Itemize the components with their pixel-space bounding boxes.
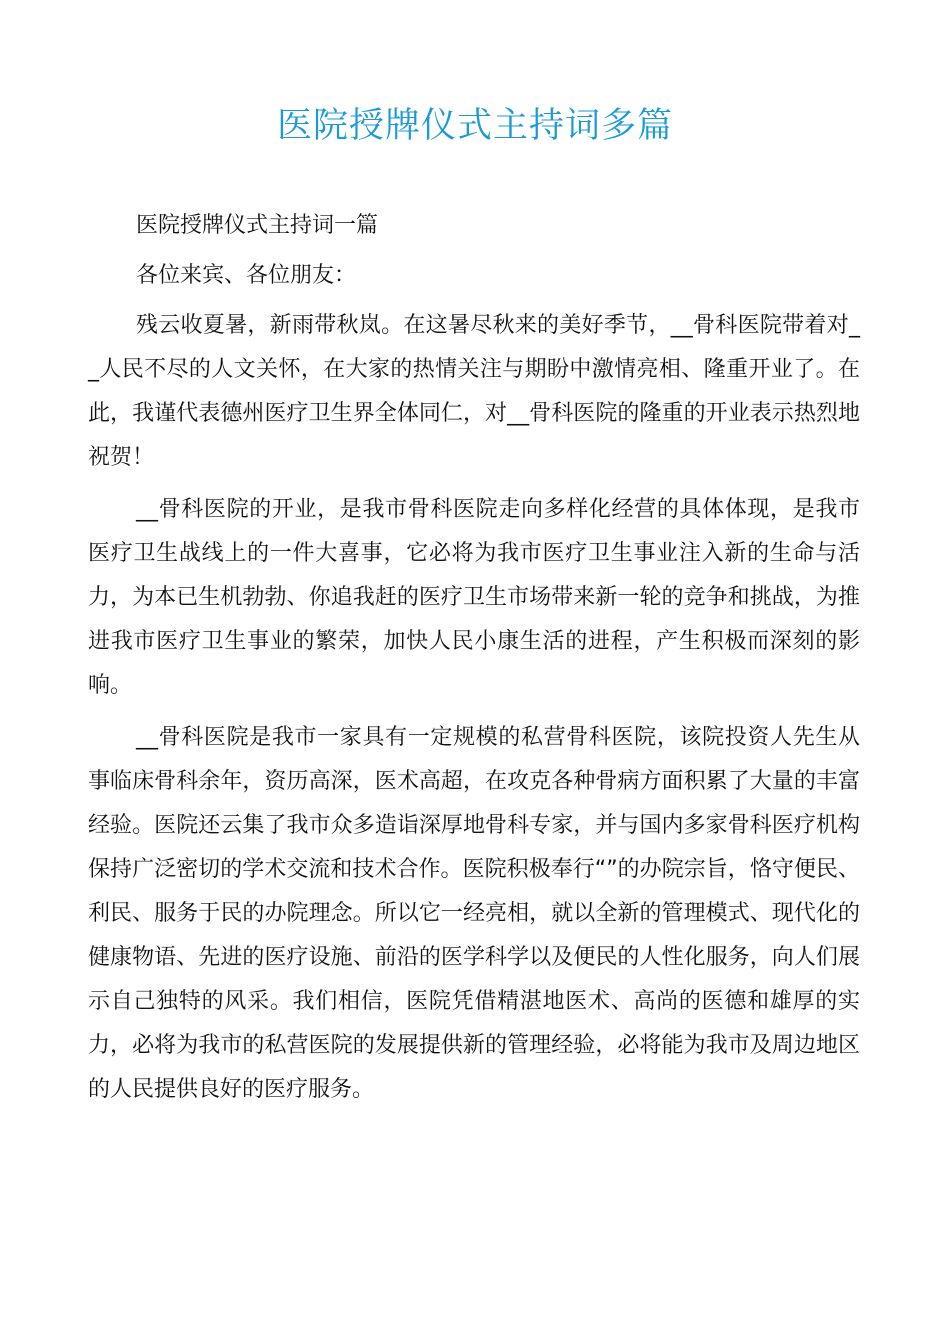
body-paragraph: 残云收夏暑，新雨带秋岚。在这暑尽秋来的美好季节，__骨科医院带着对__人民不尽的人文关怀，在大家的热情关注与期盼中激情亮相、隆重开业了。在此，我谨代表德州医疗卫生界全体同仁，对__骨科医院的隆重的开业表示热烈地祝贺！ — [88, 313, 860, 470]
document-title: 医院授牌仪式主持词多篇 — [276, 106, 673, 146]
body-paragraph: __骨科医院是我市一家具有一定规模的私营骨科医院，该院投资人先生从事临床骨科余年，资历高深，医术高超，在攻克各种骨病方面积累了大量的丰富经验。医院还云集了我市众多造诣深厚地骨科专家，并与国内多家骨科医疗机构保持广泛密切的学术交流和技术合作。医院积极奉行“”的办院宗旨，恪守便民、利民、服务于民的办院理念。所以它一经亮相，就以全新的管理模式、现代化的健康物语、先进的医疗设施、前沿的医学科学以及便民的人性化服务，向人们展示自己独特的风采。我们相信，医院凭借精湛地医术、高尚的医德和雄厚的实力，必将为我市的私营医院的发展提供新的管理经验，必将能为我市及周边地区的人民提供良好的医疗服务。 — [88, 725, 860, 1102]
section-heading: 医院授牌仪式主持词一篇 — [136, 213, 379, 238]
greeting-paragraph: 各位来宾、各位朋友： — [136, 263, 357, 288]
document-body — [88, 204, 860, 1120]
body-paragraph: __骨科医院的开业，是我市骨科医院走向多样化经营的具体体现，是我市医疗卫生战线上的一件大喜事，它必将为我市医疗卫生事业注入新的生命与活力，为本已生机勃勃、你追我赶的医疗卫生市场带来新一轮的竞争和挑战，为推进我市医疗卫生事业的繁荣，加快人民小康生活的进程，产生积极而深刻的影响。 — [88, 497, 860, 698]
